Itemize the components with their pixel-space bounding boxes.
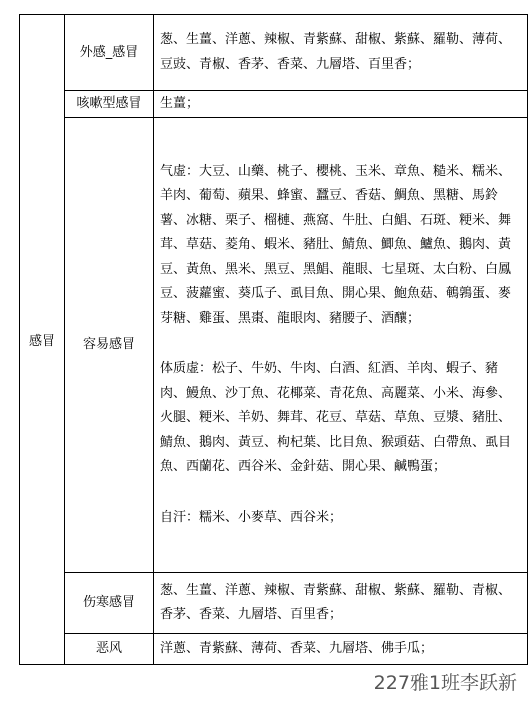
content-text: 洋蔥、青紫蘇、薄荷、香菜、九層塔、佛手瓜； — [160, 640, 434, 656]
content-text: 葱、生薑、洋蔥、辣椒、青紫蘇、甜椒、紫蘇、羅勒、薄荷、豆豉、青椒、香茅、香菜、九層塔、百里香； — [160, 32, 512, 72]
subcategory-cell-rongyi: 容易感冒 — [65, 118, 154, 573]
table-row-shanghan — [20, 573, 528, 634]
content-cell-shanghan — [154, 573, 528, 634]
subcategory-cell-waigan: 外感_感冒 — [65, 15, 154, 91]
content-cell-waigan — [154, 15, 528, 91]
table-row-kesou — [20, 91, 528, 118]
content-text-zihan: 自汗：糯米、小麥草、西谷米； — [160, 509, 343, 525]
content-text-qixu: 气虚：大豆、山藥、桃子、櫻桃、玉米、章魚、糙米、糯米、羊肉、葡萄、蘋果、蜂蜜、蠶豆、香菇、鯛魚、黑糖、馬鈴薯、冰糖、栗子、榴槤、燕窩、牛肚、白鯧、石斑、粳米、舞茸、草菇、菱角、蝦米、豬肚、鯖魚、鯽魚、鱸魚、鵝肉、黃豆、黃魚、黑米、黑豆、黑鯧、龍眼、七星斑、太白粉、白鳳豆、菠蘿蜜、葵瓜子、虱目魚、開心果、鮑魚菇、鵪鶉蛋、麥芽糖、雞蛋、黑棗、龍眼肉、豬腰子、酒釀； — [160, 163, 512, 326]
subcategory-cell-shanghan: 伤寒感冒 — [65, 573, 154, 634]
content-cell-kesou — [154, 91, 528, 118]
content-cell-rongyi — [154, 118, 528, 573]
author-watermark: 227雅1班李跃新 — [373, 672, 517, 694]
food-remedy-table — [19, 14, 528, 665]
content-text: 生薑； — [160, 95, 200, 111]
table-row-efeng — [20, 634, 528, 665]
table-row-waigan — [20, 15, 528, 91]
paragraph-gap — [160, 480, 522, 506]
category-cell: 感冒 — [20, 15, 65, 665]
paragraph-gap — [160, 331, 522, 357]
content-text-tizhixu: 体质虚：松子、牛奶、牛肉、白酒、紅酒、羊肉、蝦子、豬肉、鰻魚、沙丁魚、花椰菜、青花魚、高麗菜、小米、海參、火腿、粳米、羊奶、舞茸、花豆、草菇、草魚、豆漿、豬肚、鯖魚、鵝肉、黃豆、枸杞葉、比目魚、猴頭菇、白帶魚、虱目魚、西蘭花、西谷米、金針菇、開心果、鹹鴨蛋； — [160, 361, 512, 475]
subcategory-cell-efeng: 恶风 — [65, 634, 154, 665]
table-row-rongyi — [20, 118, 528, 573]
content-cell-efeng — [154, 634, 528, 665]
subcategory-cell-kesou: 咳嗽型感冒 — [65, 91, 154, 118]
content-text: 葱、生薑、洋蔥、辣椒、青紫蘇、甜椒、紫蘇、羅勒、青椒、香茅、香菜、九層塔、百里香； — [160, 582, 512, 622]
